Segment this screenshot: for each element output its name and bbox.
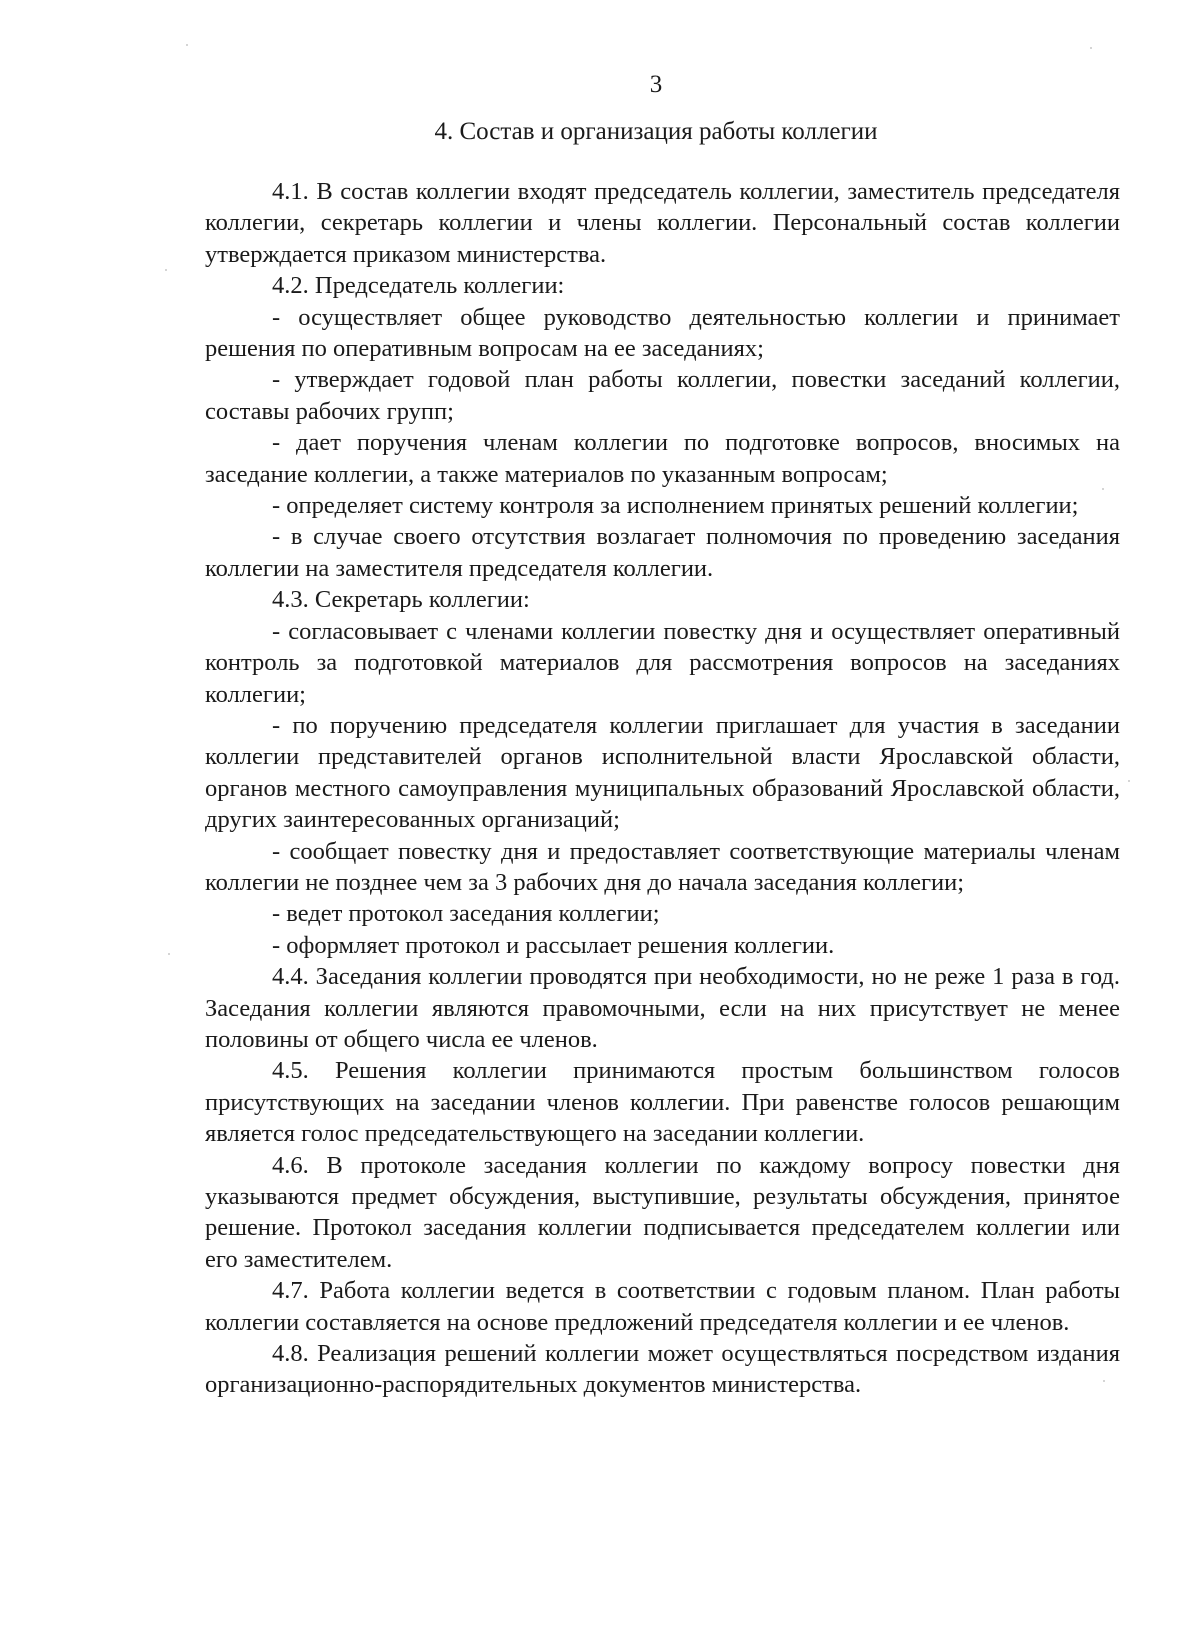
scan-speck	[168, 953, 170, 955]
paragraph-4-3: 4.3. Секретарь коллегии:	[272, 586, 530, 614]
paragraph-4-2: 4.2. Председатель коллегии:	[272, 272, 565, 300]
paragraph-4-1: 4.1. В состав коллегии входят председатель коллегии, заместитель председателя коллегии, секретарь коллегии и члены коллегии. Персональный состав коллегии утверждается приказом министерства.	[205, 178, 1120, 268]
list-item: - определяет систему контроля за исполнением принятых решений коллегии;	[272, 492, 1079, 520]
page-number: 3	[649, 71, 663, 98]
paragraph-4-4: 4.4. Заседания коллегии проводятся при необходимости, но не реже 1 раза в год. Заседания коллегии являются правомочными, если на них присутствует не менее половины от общего числа ее членов.	[205, 963, 1120, 1053]
scan-speck	[165, 269, 167, 271]
paragraph-4-5: 4.5. Решения коллегии принимаются простым большинством голосов присутствующих на заседании членов коллегии. При равенстве голосов решающим является голос председательствующего на заседании коллегии.	[205, 1057, 1120, 1148]
list-item: - оформляет протокол и рассылает решения коллегии.	[272, 931, 835, 959]
scan-speck	[1102, 488, 1104, 490]
list-item: - дает поручения членам коллегии по подготовке вопросов, вносимых на заседание коллегии, а также материалов по указанным вопросам;	[205, 429, 1120, 488]
paragraph-4-8: 4.8. Реализация решений коллегии может осуществляться посредством издания организационно-распорядительных документов министерства.	[205, 1340, 1120, 1399]
document-body	[205, 176, 1120, 1401]
scan-speck	[1128, 780, 1130, 782]
list-item: - в случае своего отсутствия возлагает полномочия по проведению заседания коллегии на заместителя председателя коллегии.	[205, 523, 1120, 582]
scan-speck	[1103, 1380, 1105, 1382]
section-title: 4. Состав и организация работы коллегии	[434, 118, 878, 145]
list-item: - утверждает годовой план работы коллегии, повестки заседаний коллегии, составы рабочих групп;	[205, 366, 1120, 425]
scan-speck	[1090, 47, 1092, 49]
list-item: - ведет протокол заседания коллегии;	[272, 900, 660, 928]
list-item: - осуществляет общее руководство деятельностью коллегии и принимает решения по оперативным вопросам на ее заседаниях;	[205, 303, 1120, 363]
paragraph-4-7: 4.7. Работа коллегии ведется в соответствии с годовым планом. План работы коллегии составляется на основе предложений председателя коллегии и ее членов.	[205, 1277, 1120, 1336]
list-item: - согласовывает с членами коллегии повестку дня и осуществляет оперативный контроль за подготовкой материалов для рассмотрения вопросов на заседаниях коллегии;	[205, 617, 1120, 708]
scan-speck	[186, 44, 188, 46]
list-item: - по поручению председателя коллегии приглашает для участия в заседании коллегии представителей органов исполнительной власти Ярославской области, органов местного самоуправления муниципальных образований Ярославской области, других заинтересованных организаций;	[205, 711, 1120, 834]
paragraph-4-6: 4.6. В протоколе заседания коллегии по каждому вопросу повестки дня указываются предмет обсуждения, выступившие, результаты обсуждения, принятое решение. Протокол заседания коллегии подписывается председателем коллегии или его заместителем.	[205, 1151, 1120, 1273]
list-item: - сообщает повестку дня и предоставляет соответствующие материалы членам коллегии не позднее чем за 3 рабочих дня до начала заседания коллегии;	[205, 837, 1120, 896]
